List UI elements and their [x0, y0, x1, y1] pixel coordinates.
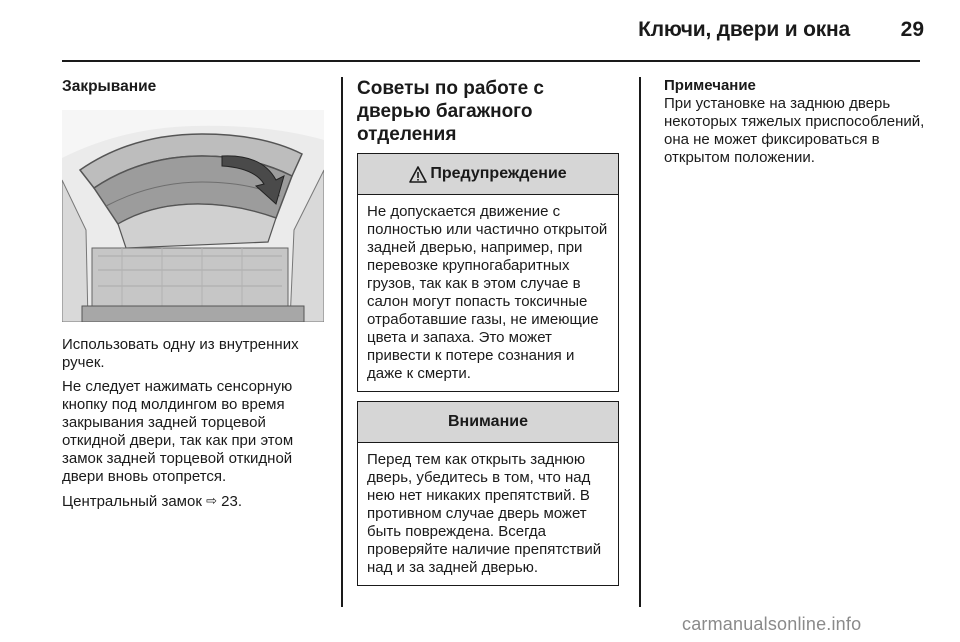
caution-box-body	[358, 443, 618, 585]
warning-text: Не допускается движение с полностью или частично открытой задней дверью, например, при перевозке крупногабаритных грузов, так как в этом случае в салон могут попасть токсичные отработавшие газы, не имеющие цвета и запаха. Это может привести к потере сознания и даже к смерти.	[367, 203, 608, 382]
note-text: При установке на заднюю дверь некоторых тяжелых приспособлений, она не может фиксироваться в открытом положении.	[664, 95, 925, 166]
section-heading: Советы по работе с дверью багажного отделения	[357, 78, 545, 145]
column-1	[62, 77, 330, 517]
warning-box	[357, 153, 619, 392]
cross-reference-link[interactable]: 23.	[221, 493, 242, 510]
header-divider	[62, 60, 920, 62]
column-2	[357, 77, 622, 595]
note-title: Примечание	[664, 77, 756, 94]
page-header-title: Ключи, двери и окна	[638, 18, 850, 41]
caution-box-header	[358, 402, 618, 443]
warning-triangle-icon	[409, 166, 427, 183]
tailgate-closing-illustration	[62, 110, 324, 322]
warning-title: Предупреждение	[430, 165, 567, 182]
body-paragraph: Использовать одну из внутренних ручек.	[62, 336, 299, 371]
caution-title: Внимание	[448, 413, 528, 430]
body-paragraph: Не следует нажимать сенсорную кнопку под молдингом во время закрывания задней торцевой откидной двери, так как при этом замок задней торцевой откидной двери вновь отопрется.	[62, 378, 294, 485]
body-text: Центральный замок	[62, 493, 207, 510]
body-paragraph-crossref	[62, 492, 330, 511]
page-number: 29	[900, 18, 924, 41]
warning-box-header	[358, 154, 618, 195]
caution-box	[357, 401, 619, 586]
column-3	[664, 77, 926, 173]
warning-box-body	[358, 195, 618, 391]
cross-reference-icon: ⇨	[206, 493, 217, 508]
section-heading: Закрывание	[62, 78, 157, 95]
watermark: carmanualsonline.info	[682, 614, 862, 634]
column-divider	[341, 77, 343, 607]
column-divider	[639, 77, 641, 607]
caution-text: Перед тем как открыть заднюю дверь, убедитесь в том, что над нею нет никаких препятствий. В противном случае дверь может быть повреждена. Всегда проверяйте наличие препятствий над и за задней дверью.	[367, 451, 602, 576]
